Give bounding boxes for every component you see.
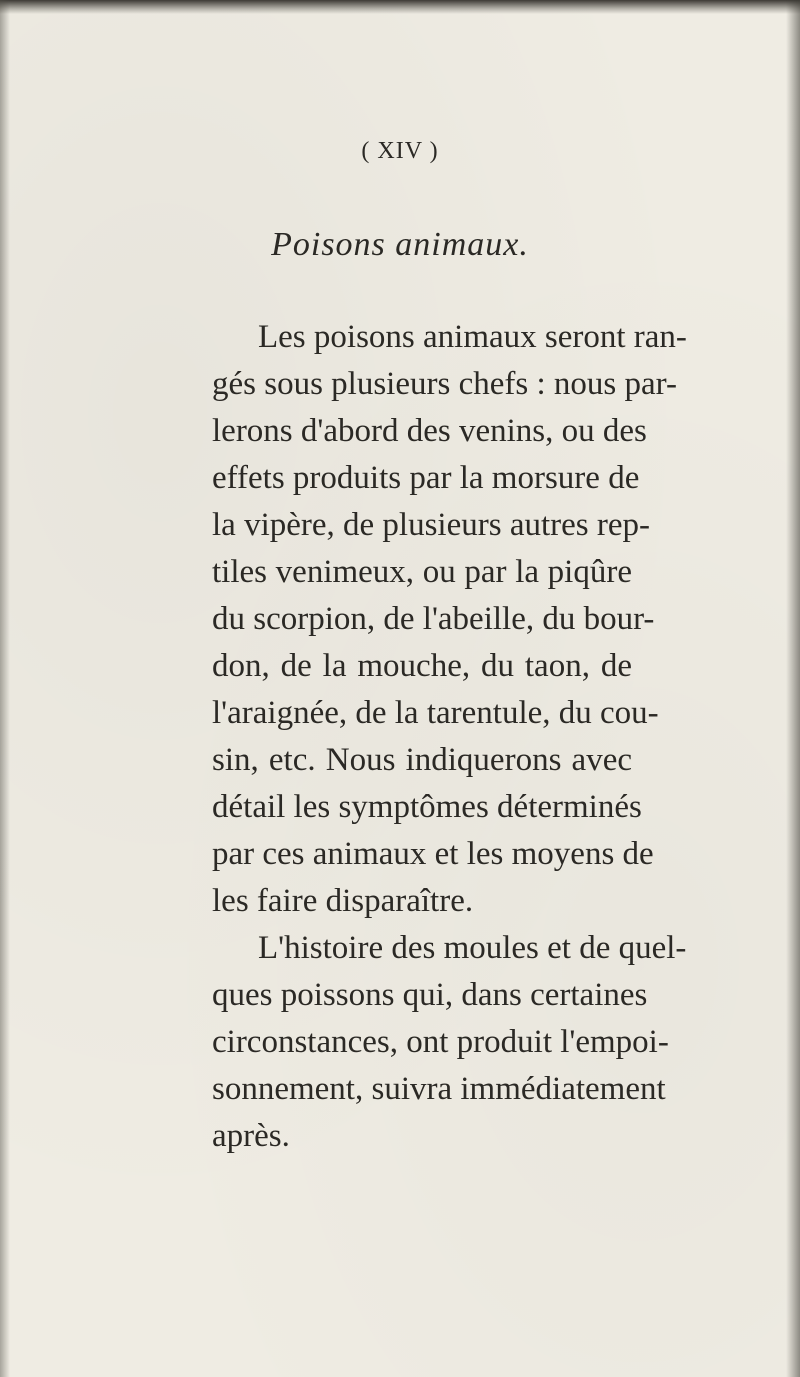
text-line: ques poissons qui, dans certaines — [212, 977, 648, 1013]
page-top-shadow — [0, 0, 800, 14]
section-title: Poisons animaux. — [271, 226, 529, 263]
text-line: sin, etc. Nous indiquerons avec — [212, 742, 632, 778]
text-line: effets produits par la morsure de — [212, 460, 640, 496]
text-line: don, de la mouche, du taon, de — [212, 648, 632, 684]
page-number: ( XIV ) — [361, 138, 439, 164]
text-line: la vipère, de plusieurs autres rep- — [212, 507, 650, 543]
text-line: les faire disparaître. — [212, 883, 474, 919]
text-line: L'histoire des moules et de quel- — [258, 930, 687, 966]
page-right-shadow — [786, 0, 800, 1377]
text-line: du scorpion, de l'abeille, du bour- — [212, 601, 655, 637]
text-line: circonstances, ont produit l'empoi- — [212, 1024, 669, 1060]
text-line: après. — [212, 1118, 290, 1154]
page-left-shadow — [0, 0, 10, 1377]
text-line: sonnement, suivra immédiatement — [212, 1071, 666, 1107]
text-line: détail les symptômes déterminés — [212, 789, 642, 825]
text-line: tiles venimeux, ou par la piqûre — [212, 554, 632, 590]
text-line: gés sous plusieurs chefs : nous par- — [212, 366, 677, 402]
text-line: lerons d'abord des venins, ou des — [212, 413, 647, 449]
text-line: l'araignée, de la tarentule, du cou- — [212, 695, 659, 731]
text-line: Les poisons animaux seront ran- — [258, 319, 687, 355]
text-line: par ces animaux et les moyens de — [212, 836, 654, 872]
